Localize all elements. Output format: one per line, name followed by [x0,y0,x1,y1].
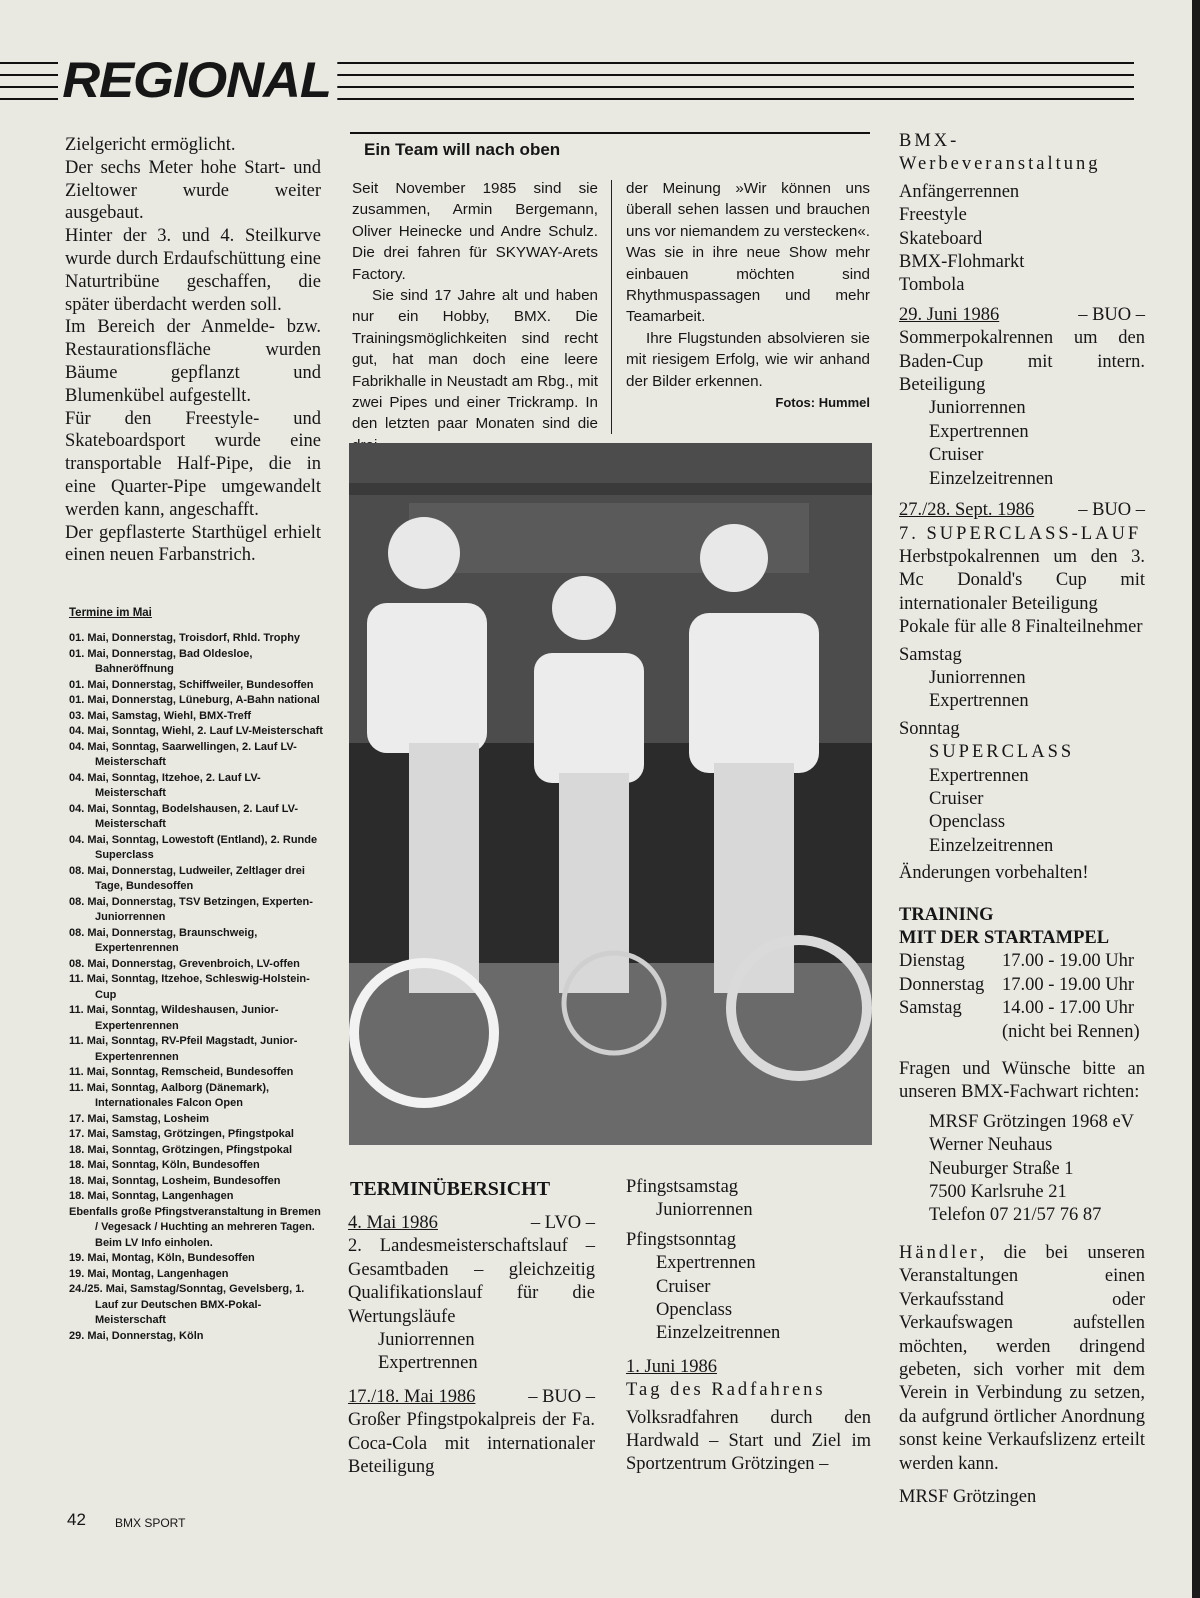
terminuebersicht-title: TERMINÜBERSICHT [350,1178,551,1200]
training-title: TRAINING [899,904,994,925]
class-item: Einzelzeitrennen [929,835,1054,856]
termine-item: 04. Mai, Sonntag, Wiehl, 2. Lauf LV-Meisterschaft [69,725,323,737]
paragraph: Seit November 1985 sind sie zusammen, Armin Bergemann, Oliver Heinecke und Andre Schulz. Die drei fahren für SKYWAY-Arets Factory. [352,180,598,283]
class-item: Expertrennen [378,1353,478,1374]
event-text: Herbstpokalrennen um den 3. Mc Donald's Cup mit internationaler Beteiligung [899,546,1145,614]
page-edge [1192,0,1200,1598]
termine-item: 03. Mai, Samstag, Wiehl, BMX-Treff [69,709,252,722]
event-item: Tombola [899,275,965,296]
termine-item: 04. Mai, Sonntag, Saarwellingen, 2. Lauf LV-Meisterschaft [69,740,297,768]
team-text-left [352,178,598,456]
event-date: 27./28. Sept. 1986 [899,500,1035,521]
termine-item: 19. Mai, Montag, Langenhagen [69,1267,229,1280]
termine-item: 11. Mai, Sonntag, Aalborg (Dänemark), Internationales Falcon Open [69,1081,270,1109]
class-item: Expertrennen [929,765,1029,786]
event-date: 1. Juni 1986 [626,1356,717,1377]
haendler-word: Händler [899,1242,980,1263]
event-text: 2. Landesmeisterschaftslauf – Gesamtbaden – gleichzeitig Qualifikationslauf für die Wertungsläufe [348,1236,595,1327]
photo-credit: Fotos: Hummel [775,395,870,410]
page-number: 42 [67,1510,86,1529]
terminuebersicht-col1 [348,1212,595,1479]
column-1-text [65,134,321,567]
paragraph: Im Bereich der Anmelde- bzw. Restaurationsfläche wurden Bäume gepflanzt und Blumenkübel aufgestellt. [65,317,321,406]
event-tag: – BUO – [1078,500,1145,521]
haendler-body: , die bei unseren Veranstaltungen einen Verkaufsstand oder Verkaufswagen aufstellen möchten, werden dringend gebeten, sich vorher mit dem Verein in Verbindung zu setzen, da aufgrund örtlicher Anordnung sonst keine Verkaufslizenz erteilt werden kann. [899,1242,1145,1474]
termine-item: Ebenfalls große Pfingstveranstaltung in Bremen / Vegesack / Huchting an mehreren Tagen. Beim LV Info einholen. [69,1205,321,1249]
termine-title: Termine im Mai [69,607,152,619]
termine-item: 04. Mai, Sonntag, Itzehoe, 2. Lauf LV-Meisterschaft [69,771,261,799]
paragraph: Der sechs Meter hohe Start- und Zieltower wurde weiter ausgebaut. [65,157,321,224]
event-item: BMX-Flohmarkt [899,252,1025,273]
paragraph: Zielgericht ermöglicht. [65,135,236,155]
class-item: Openclass [656,1300,733,1321]
paragraph: Ihre Flugstunden absolvieren sie mit riesigem Erfolg, wie wir anhand der Bilder erkennen. [626,329,870,390]
day-label: Sonntag [899,718,960,739]
training-day: Samstag [899,998,962,1019]
paragraph: Für den Freestyle- und Skateboardsport wurde eine transportable Half-Pipe, die in eine Quarter-Pipe umgewandelt werden kann, angeschafft. [65,408,321,520]
training-time: 17.00 - 19.00 Uhr [1002,951,1135,972]
event-name: Tag des Radfahrens [626,1380,826,1401]
contact-intro: Fragen und Wünsche bitte an unseren BMX-Fachwart richten: [899,1059,1145,1103]
class-item: Juniorrennen [656,1200,753,1221]
termine-item: 29. Mai, Donnerstag, Köln [69,1329,204,1342]
event-text: Sommerpokalrennen um den Baden-Cup mit intern. Beteiligung [899,328,1145,396]
class-item: Expertrennen [929,691,1029,712]
event-tag: – BUO – [1078,304,1145,325]
training-title: MIT DER STARTAMPEL [899,928,1110,948]
event-item: Skateboard [899,228,983,249]
event-date: 17./18. Mai 1986 [348,1386,476,1407]
termine-item: 04. Mai, Sonntag, Lowestoft (Entland), 2. Runde Superclass [69,833,318,861]
address-line: 7500 Karlsruhe 21 [929,1182,1067,1203]
training-time: 17.00 - 19.00 Uhr [1002,974,1135,995]
event-text: Pokale für alle 8 Finalteilnehmer [899,617,1143,638]
event-name: 7. SUPERCLASS-LAUF [899,523,1142,544]
termine-item: 11. Mai, Sonntag, Remscheid, Bundesoffen [69,1066,294,1078]
class-item: Openclass [929,812,1006,833]
class-item: Cruiser [929,445,984,466]
paragraph: Sie sind 17 Jahre alt und haben nur ein Hobby, BMX. Die Trainingsmöglichkeiten sind recht gut, hat man doch eine leere Fabrikhalle in Neustadt am Rbg., mit zwei Pipes und einer Trickramp. In den letzten paar Monaten sind die [352,287,598,433]
termine-item: 24./25. Mai, Samstag/Sonntag, Gevelsberg, 1. Lauf zur Deutschen BMX-Pokal-Meisterschaft [69,1283,305,1326]
termine-item: 01. Mai, Donnerstag, Troisdorf, Rhld. Trophy [69,632,301,644]
day-label: Pfingstsonntag [626,1229,736,1250]
termine-item: 08. Mai, Donnerstag, Braunschweig, Expertenrennen [69,926,258,954]
event-tag: – BUO – [528,1386,595,1407]
class-item: Einzelzeitrennen [656,1323,781,1344]
note: Änderungen vorbehalten! [899,863,1089,884]
event-tag: – LVO – [530,1213,595,1233]
address-line: MRSF Grötzingen 1968 eV [929,1111,1135,1132]
class-item: Juniorrennen [378,1330,475,1351]
terminuebersicht-col2 [626,1176,871,1477]
termine-list [69,631,325,1344]
class-item: Juniorrennen [929,398,1026,419]
column-divider [611,180,612,434]
team-text-right [626,178,870,392]
termine-item: 04. Mai, Sonntag, Bodelshausen, 2. Lauf LV-Meisterschaft [69,802,299,830]
address-line: Telefon 07 21/57 76 87 [929,1205,1102,1226]
paragraph: Der gepflasterte Starthügel erhielt einen neuen Farbanstrich. [65,522,321,566]
heading: Werbeveranstaltung [899,154,1101,175]
address-line: Werner Neuhaus [929,1135,1053,1156]
termine-item: 01. Mai, Donnerstag, Bad Oldesloe, Bahneröffnung [69,647,253,675]
termine-item: 08. Mai, Donnerstag, Ludweiler, Zeltlager drei Tage, Bundesoffen [69,864,305,892]
address-line: Neuburger Straße 1 [929,1158,1074,1179]
termine-item: 11. Mai, Sonntag, Wildeshausen, Junior-Expertenrennen [69,1004,279,1032]
magazine-name: BMX SPORT [115,1516,186,1530]
termine-item: 18. Mai, Sonntag, Grötzingen, Pfingstpokal [69,1143,293,1156]
event-item: Freestyle [899,205,967,226]
heading: BMX- [899,131,960,151]
termine-item: 01. Mai, Donnerstag, Schiffweiler, Bundesoffen [69,678,314,691]
event-item: Anfängerrennen [899,181,1020,202]
haendler-text [899,1242,1145,1476]
event-date: 29. Juni 1986 [899,304,1000,325]
training-time: 14.00 - 17.00 Uhr [1002,998,1135,1019]
termine-item: 18. Mai, Sonntag, Langenhagen [69,1190,234,1202]
termine-item: 18. Mai, Sonntag, Losheim, Bundesoffen [69,1174,281,1187]
class-item: Cruiser [929,788,984,809]
training-day: Donnerstag [899,974,985,995]
column-4 [899,130,1145,1509]
event-text: Großer Pfingstpokalpreis der Fa. Coca-Cola mit internationaler Beteiligung [348,1410,595,1478]
termine-item: 11. Mai, Sonntag, Itzehoe, Schleswig-Holstein-Cup [69,973,310,1001]
event-text: Volksradfahren durch den Hardwald – Start und Ziel im Sportzentrum Grötzingen – [626,1407,871,1475]
termine-item: 08. Mai, Donnerstag, TSV Betzingen, Experten-Juniorrennen [69,895,313,923]
class-item: SUPERCLASS [929,742,1075,763]
class-item: Expertrennen [929,421,1029,442]
termine-item: 01. Mai, Donnerstag, Lüneburg, A-Bahn national [69,694,320,706]
termine-item: 17. Mai, Samstag, Grötzingen, Pfingstpokal [69,1128,294,1140]
training-day: Dienstag [899,951,965,972]
class-item: Juniorrennen [929,667,1026,688]
termine-item: 17. Mai, Samstag, Losheim [69,1112,209,1125]
training-note: (nicht bei Rennen) [1002,1021,1140,1042]
day-label: Pfingstsamstag [626,1177,739,1197]
day-label: Samstag [899,644,962,665]
team-photo [349,443,872,1145]
termine-item: 19. Mai, Montag, Köln, Bundesoffen [69,1252,255,1264]
class-item: Einzelzeitrennen [929,468,1054,489]
team-title: Ein Team will nach oben [350,132,870,160]
class-item: Expertrennen [656,1253,756,1274]
termine-item: 18. Mai, Sonntag, Köln, Bundesoffen [69,1159,260,1171]
signature: MRSF Grötzingen [899,1486,1037,1507]
class-item: Cruiser [656,1276,711,1297]
paragraph: Hinter der 3. und 4. Steilkurve wurde durch Erdaufschüttung eine Naturtribüne geschaffen, die später überdacht werden soll. [65,226,321,315]
section-title: REGIONAL [58,52,337,108]
event-date: 4. Mai 1986 [348,1213,438,1233]
termine-item: 08. Mai, Donnerstag, Grevenbroich, LV-offen [69,957,300,970]
event-items [899,181,1145,298]
paragraph: der Meinung »Wir können uns überall sehen lassen und brauchen uns vor niemandem zu verstecken«. Was sie in ihre neue Show mehr einbauen möchten sind Rhythmuspassagen und mehr Teamarbeit. [626,180,870,326]
termine-item: 11. Mai, Sonntag, RV-Pfeil Magstadt, Junior-Expertenrennen [69,1035,298,1063]
